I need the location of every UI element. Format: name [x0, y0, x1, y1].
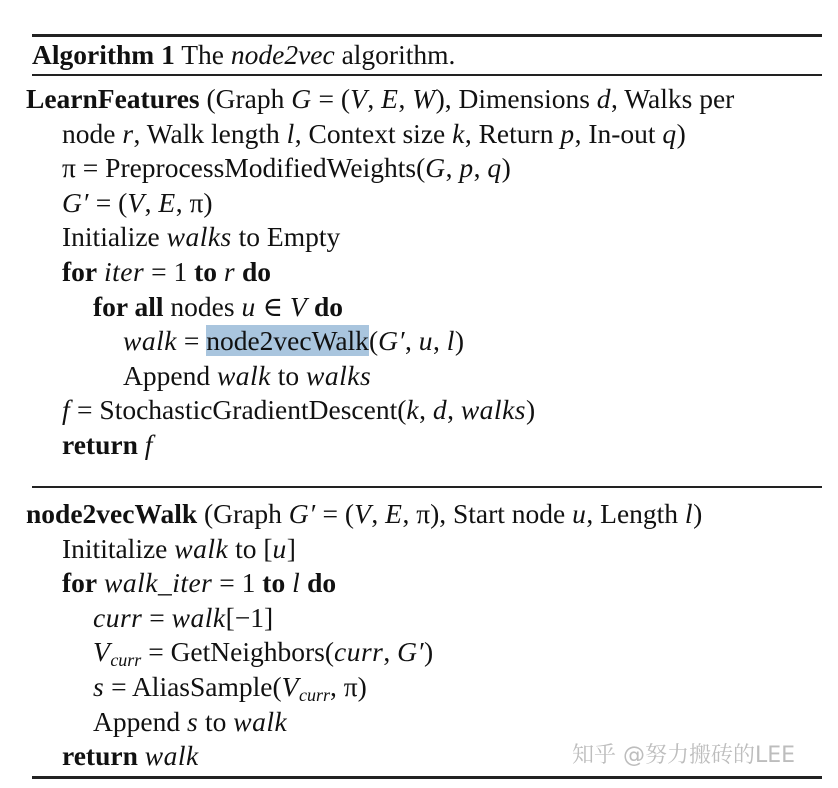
math-symbol: l — [684, 498, 694, 529]
math-symbol: E — [385, 498, 403, 529]
math-symbol: l — [292, 567, 301, 599]
text — [138, 429, 145, 460]
subscript: curr — [110, 650, 142, 671]
keyword: to — [194, 256, 218, 287]
text: [−1] — [225, 601, 274, 633]
math-symbol: walk — [174, 532, 229, 564]
math-symbol: V — [93, 636, 111, 668]
text: to — [198, 705, 234, 737]
text — [97, 256, 104, 287]
learn-features-line — [62, 255, 271, 289]
node2vec-walk-line — [93, 601, 273, 635]
text: , Walks per — [611, 83, 735, 114]
text: = AliasSample( — [104, 671, 282, 702]
node2vec-walk-line — [62, 566, 336, 600]
text: , π), Start node — [402, 498, 573, 529]
text: ( — [368, 325, 379, 357]
math-symbol: walk — [233, 705, 288, 737]
math-symbol: s — [186, 705, 199, 737]
text: = — [176, 325, 207, 357]
text: , Walk length — [133, 117, 287, 149]
text: ) — [454, 325, 465, 357]
text — [138, 740, 145, 771]
text — [235, 256, 242, 287]
text: Append — [123, 359, 217, 391]
text: = ( — [311, 83, 351, 114]
math-symbol: G — [291, 83, 312, 114]
text: (Graph — [199, 83, 292, 114]
text: , — [405, 325, 419, 357]
caption-rule — [32, 74, 822, 76]
text: ) — [676, 117, 686, 149]
math-symbol: V — [350, 83, 368, 114]
text: Append — [93, 705, 187, 737]
learn-features-line — [123, 324, 464, 358]
math-symbol: walk_iter — [104, 567, 213, 599]
text: ) — [693, 498, 703, 529]
math-symbol: walk — [216, 359, 271, 391]
math-symbol: p — [459, 152, 474, 184]
learn-features-line — [62, 428, 153, 462]
text: = GetNeighbors( — [141, 636, 335, 668]
text: The — [174, 39, 231, 70]
text: π = PreprocessModifiedWeights( — [62, 152, 426, 184]
text: , — [433, 325, 447, 357]
math-symbol: p — [560, 117, 575, 149]
keyword: do — [307, 567, 337, 599]
math-symbol: G′ — [288, 498, 316, 529]
math-symbol: u — [241, 290, 256, 322]
text — [97, 567, 104, 598]
math-symbol: r — [122, 117, 134, 149]
algorithm-caption — [32, 38, 455, 72]
keyword: return — [62, 740, 138, 772]
math-symbol: d — [596, 83, 612, 114]
math-symbol: q — [487, 152, 502, 184]
bottom-rule — [32, 776, 822, 779]
math-symbol: f — [144, 429, 153, 460]
text: to [ — [228, 532, 273, 564]
text: , — [371, 498, 386, 529]
math-symbol: G′ — [397, 636, 425, 668]
math-symbol: curr — [334, 636, 384, 668]
text: Inititalize — [62, 532, 175, 564]
text: , Length — [586, 498, 685, 529]
text: , — [383, 636, 398, 668]
keyword: to — [262, 567, 286, 599]
keyword: do — [241, 256, 272, 287]
math-symbol: k — [452, 117, 465, 149]
node2vec-walk-line — [93, 635, 433, 669]
keyword: for all — [93, 290, 164, 322]
text: ∈ — [255, 290, 290, 322]
node2vec-walk-line — [93, 670, 367, 704]
text: , — [367, 83, 382, 114]
text: ) — [501, 152, 511, 184]
keyword: do — [314, 290, 344, 322]
separator-rule — [32, 486, 822, 488]
math-symbol: d — [432, 394, 448, 426]
math-symbol: u — [572, 498, 587, 529]
math-symbol: G — [425, 152, 446, 184]
text: , — [144, 186, 159, 218]
math-symbol: s — [93, 671, 105, 702]
node2vec-walk-line — [26, 497, 702, 531]
node2vec-walk-line — [93, 705, 287, 739]
text: = 1 — [144, 256, 195, 287]
math-symbol: l — [286, 117, 295, 149]
math-symbol: q — [662, 117, 677, 149]
math-symbol: walks — [306, 359, 372, 391]
text: , — [447, 394, 461, 426]
math-symbol: W — [412, 83, 436, 114]
math-symbol: walk — [144, 740, 199, 772]
math-symbol: u — [272, 532, 287, 564]
math-symbol: G′ — [62, 186, 89, 218]
math-symbol: V — [289, 290, 308, 322]
text: , — [398, 83, 413, 114]
math-symbol: walks — [166, 221, 232, 253]
text — [307, 291, 314, 322]
math-symbol: u — [418, 325, 433, 357]
text: to — [270, 359, 307, 391]
text: = — [142, 601, 172, 633]
math-symbol: V — [354, 498, 372, 529]
node2vec-walk-line — [62, 532, 296, 566]
keyword: LearnFeatures — [26, 83, 200, 114]
text: , — [419, 394, 433, 426]
text: , — [445, 152, 460, 184]
text: = ( — [88, 186, 128, 218]
learn-features-line — [123, 359, 371, 393]
math-symbol: V — [281, 671, 299, 702]
text: Initialize — [62, 221, 167, 253]
text: ), Dimensions — [435, 83, 597, 114]
keyword: Algorithm 1 — [32, 39, 175, 70]
text: ) — [424, 636, 434, 668]
text: , In-out — [574, 117, 663, 149]
learn-features-line — [62, 220, 340, 254]
text: ) — [525, 394, 536, 426]
text: , Context size — [294, 117, 453, 149]
math-symbol: walk — [171, 601, 226, 633]
text: = StochasticGradientDescent( — [70, 394, 407, 426]
node2vec-walk-line — [62, 739, 199, 773]
keyword: return — [62, 429, 138, 460]
text: , π) — [175, 186, 213, 218]
math-symbol: l — [446, 325, 455, 357]
text: to Empty — [231, 221, 341, 253]
learn-features-line — [62, 186, 212, 220]
math-symbol: E — [158, 186, 176, 218]
top-rule — [32, 34, 822, 37]
keyword: node2vecWalk — [26, 498, 198, 529]
text: algorithm. — [334, 39, 456, 70]
learn-features-line — [62, 117, 686, 151]
math-symbol: k — [406, 394, 420, 426]
math-symbol: G′ — [378, 325, 405, 357]
text — [217, 256, 224, 287]
math-symbol: E — [381, 83, 399, 114]
text: ] — [286, 532, 296, 564]
text: = 1 — [212, 567, 263, 599]
keyword: for — [62, 567, 98, 599]
learn-features-line — [62, 151, 511, 185]
text: , Return — [464, 117, 561, 149]
text: = ( — [315, 498, 355, 529]
learn-features-line — [62, 393, 535, 427]
emphasis: node2vec — [230, 39, 335, 70]
math-symbol: walk — [123, 325, 177, 357]
math-symbol: iter — [104, 256, 145, 287]
keyword: for — [62, 256, 98, 287]
text: , π) — [329, 671, 367, 702]
math-symbol: f — [62, 394, 71, 426]
math-symbol: walks — [460, 394, 526, 426]
math-symbol: curr — [93, 601, 143, 633]
math-symbol: r — [223, 256, 236, 287]
watermark: 知乎 @努力搬砖的LEE — [572, 743, 796, 768]
text: node — [62, 117, 123, 149]
text: nodes — [163, 290, 242, 322]
text: (Graph — [197, 498, 289, 529]
highlighted-text[interactable]: node2vecWalk — [206, 325, 369, 357]
text: , — [473, 152, 488, 184]
learn-features-line — [26, 82, 734, 116]
learn-features-line — [93, 290, 343, 324]
subscript: curr — [298, 685, 330, 705]
math-symbol: V — [127, 186, 145, 218]
